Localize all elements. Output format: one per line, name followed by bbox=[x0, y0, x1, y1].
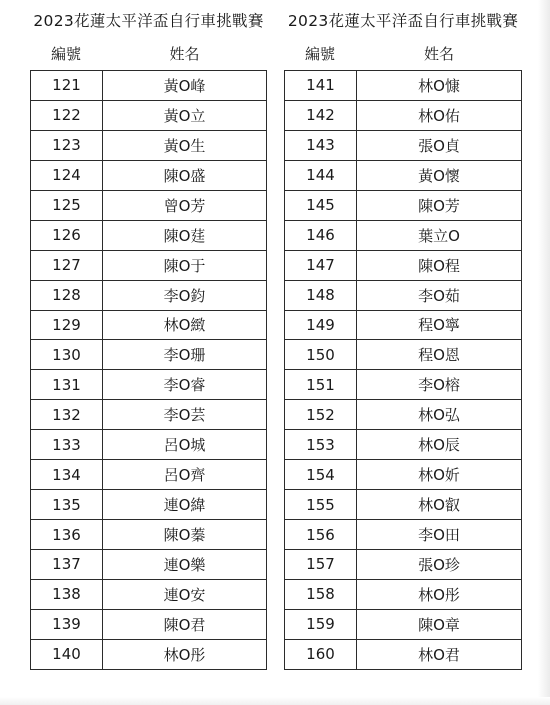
participant-name: 陳O于 bbox=[103, 250, 267, 280]
participant-name: 呂O城 bbox=[103, 430, 267, 460]
entry-number: 139 bbox=[31, 609, 103, 639]
participant-name: 陳O盛 bbox=[103, 160, 267, 190]
table-row bbox=[285, 250, 522, 280]
participant-name: 黃O生 bbox=[103, 130, 267, 160]
roster-table bbox=[284, 70, 522, 670]
participant-name: 陳O程 bbox=[357, 250, 522, 280]
participant-name: 李O珊 bbox=[103, 340, 267, 370]
table-row bbox=[285, 639, 522, 669]
table-row bbox=[285, 280, 522, 310]
entry-number: 127 bbox=[31, 250, 103, 280]
participant-name: 陳O芳 bbox=[357, 190, 522, 220]
table-row bbox=[31, 340, 267, 370]
participant-name: 林O緻 bbox=[103, 310, 267, 340]
entry-number: 128 bbox=[31, 280, 103, 310]
table-row bbox=[31, 190, 267, 220]
column-header-row bbox=[30, 40, 267, 70]
table-row bbox=[285, 340, 522, 370]
column-header-row bbox=[284, 40, 522, 70]
participant-name: 連O樂 bbox=[103, 550, 267, 580]
entry-number: 133 bbox=[31, 430, 103, 460]
participant-name: 李O芸 bbox=[103, 400, 267, 430]
table-row bbox=[31, 310, 267, 340]
participant-name: 黃O立 bbox=[103, 100, 267, 130]
entry-number: 158 bbox=[285, 579, 357, 609]
participant-name: 陳O章 bbox=[357, 609, 522, 639]
table-row bbox=[285, 520, 522, 550]
number-column-header: 編號 bbox=[50, 45, 81, 63]
table-row bbox=[31, 490, 267, 520]
entry-number: 145 bbox=[285, 190, 357, 220]
entry-number: 151 bbox=[285, 370, 357, 400]
table-row bbox=[285, 460, 522, 490]
participant-name: 呂O齊 bbox=[103, 460, 267, 490]
entry-number: 121 bbox=[31, 71, 103, 101]
page-edge-shadow bbox=[538, 0, 550, 705]
participant-name: 林O彤 bbox=[103, 639, 267, 669]
entry-number: 149 bbox=[285, 310, 357, 340]
participant-name: 李O鈞 bbox=[103, 280, 267, 310]
name-column-header: 姓名 bbox=[423, 45, 454, 63]
table-row bbox=[285, 190, 522, 220]
participant-name: 黃O懷 bbox=[357, 160, 522, 190]
participant-name: 李O田 bbox=[357, 520, 522, 550]
participant-name: 林O辰 bbox=[357, 430, 522, 460]
table-row bbox=[285, 490, 522, 520]
roster-title: 2023花蓮太平洋盃自行車挑戰賽 bbox=[287, 12, 519, 30]
table-row bbox=[31, 550, 267, 580]
participant-name: 林O君 bbox=[357, 639, 522, 669]
entry-number: 157 bbox=[285, 550, 357, 580]
table-row bbox=[31, 609, 267, 639]
entry-number: 144 bbox=[285, 160, 357, 190]
table-row bbox=[285, 430, 522, 460]
entry-number: 134 bbox=[31, 460, 103, 490]
left-roster-panel bbox=[30, 0, 267, 670]
table-row bbox=[31, 100, 267, 130]
entry-number: 142 bbox=[285, 100, 357, 130]
table-row bbox=[31, 160, 267, 190]
participant-name: 張O貞 bbox=[357, 130, 522, 160]
participant-name: 曾O芳 bbox=[103, 190, 267, 220]
participant-name: 張O珍 bbox=[357, 550, 522, 580]
entry-number: 124 bbox=[31, 160, 103, 190]
entry-number: 159 bbox=[285, 609, 357, 639]
page-bottom-shadow bbox=[0, 697, 550, 705]
participant-name: 黃O峰 bbox=[103, 71, 267, 101]
participant-name: 林O弘 bbox=[357, 400, 522, 430]
entry-number: 125 bbox=[31, 190, 103, 220]
participant-name: 陳O蓁 bbox=[103, 520, 267, 550]
participant-name: 林O慷 bbox=[357, 71, 522, 101]
name-column-header: 姓名 bbox=[169, 45, 200, 63]
participant-name: 程O恩 bbox=[357, 340, 522, 370]
table-row bbox=[285, 100, 522, 130]
table-row bbox=[285, 310, 522, 340]
table-row bbox=[31, 400, 267, 430]
entry-number: 152 bbox=[285, 400, 357, 430]
table-row bbox=[31, 579, 267, 609]
entry-number: 137 bbox=[31, 550, 103, 580]
entry-number: 138 bbox=[31, 579, 103, 609]
participant-name: 李O睿 bbox=[103, 370, 267, 400]
participant-name: 李O榕 bbox=[357, 370, 522, 400]
entry-number: 126 bbox=[31, 220, 103, 250]
entry-number: 129 bbox=[31, 310, 103, 340]
participant-name: 程O寧 bbox=[357, 310, 522, 340]
table-row bbox=[31, 250, 267, 280]
table-row bbox=[31, 370, 267, 400]
participant-name: 林O妡 bbox=[357, 460, 522, 490]
table-row bbox=[31, 220, 267, 250]
table-row bbox=[285, 609, 522, 639]
roster-table bbox=[30, 70, 267, 670]
table-row bbox=[285, 550, 522, 580]
participant-name: 李O茹 bbox=[357, 280, 522, 310]
entry-number: 146 bbox=[285, 220, 357, 250]
participant-name: 林O叡 bbox=[357, 490, 522, 520]
entry-number: 155 bbox=[285, 490, 357, 520]
table-row bbox=[31, 520, 267, 550]
entry-number: 160 bbox=[285, 639, 357, 669]
number-column-header: 編號 bbox=[304, 45, 335, 63]
participant-name: 葉立O bbox=[357, 220, 522, 250]
table-row bbox=[285, 370, 522, 400]
entry-number: 136 bbox=[31, 520, 103, 550]
entry-number: 143 bbox=[285, 130, 357, 160]
participant-name: 連O安 bbox=[103, 579, 267, 609]
entry-number: 147 bbox=[285, 250, 357, 280]
right-roster-panel bbox=[284, 0, 522, 670]
roster-title: 2023花蓮太平洋盃自行車挑戰賽 bbox=[33, 12, 264, 30]
participant-name: 林O佑 bbox=[357, 100, 522, 130]
participant-name: 林O彤 bbox=[357, 579, 522, 609]
table-row bbox=[285, 220, 522, 250]
participant-name: 陳O莛 bbox=[103, 220, 267, 250]
table-row bbox=[285, 579, 522, 609]
entry-number: 123 bbox=[31, 130, 103, 160]
table-row bbox=[285, 160, 522, 190]
entry-number: 150 bbox=[285, 340, 357, 370]
entry-number: 141 bbox=[285, 71, 357, 101]
table-row bbox=[31, 639, 267, 669]
participant-name: 陳O君 bbox=[103, 609, 267, 639]
table-row bbox=[31, 130, 267, 160]
entry-number: 148 bbox=[285, 280, 357, 310]
entry-number: 135 bbox=[31, 490, 103, 520]
entry-number: 131 bbox=[31, 370, 103, 400]
table-row bbox=[31, 280, 267, 310]
entry-number: 122 bbox=[31, 100, 103, 130]
participant-name: 連O緯 bbox=[103, 490, 267, 520]
table-row bbox=[31, 430, 267, 460]
entry-number: 154 bbox=[285, 460, 357, 490]
table-row bbox=[31, 460, 267, 490]
entry-number: 140 bbox=[31, 639, 103, 669]
table-row bbox=[285, 400, 522, 430]
table-row bbox=[31, 71, 267, 101]
table-row bbox=[285, 130, 522, 160]
entry-number: 156 bbox=[285, 520, 357, 550]
entry-number: 130 bbox=[31, 340, 103, 370]
table-row bbox=[285, 71, 522, 101]
entry-number: 132 bbox=[31, 400, 103, 430]
entry-number: 153 bbox=[285, 430, 357, 460]
